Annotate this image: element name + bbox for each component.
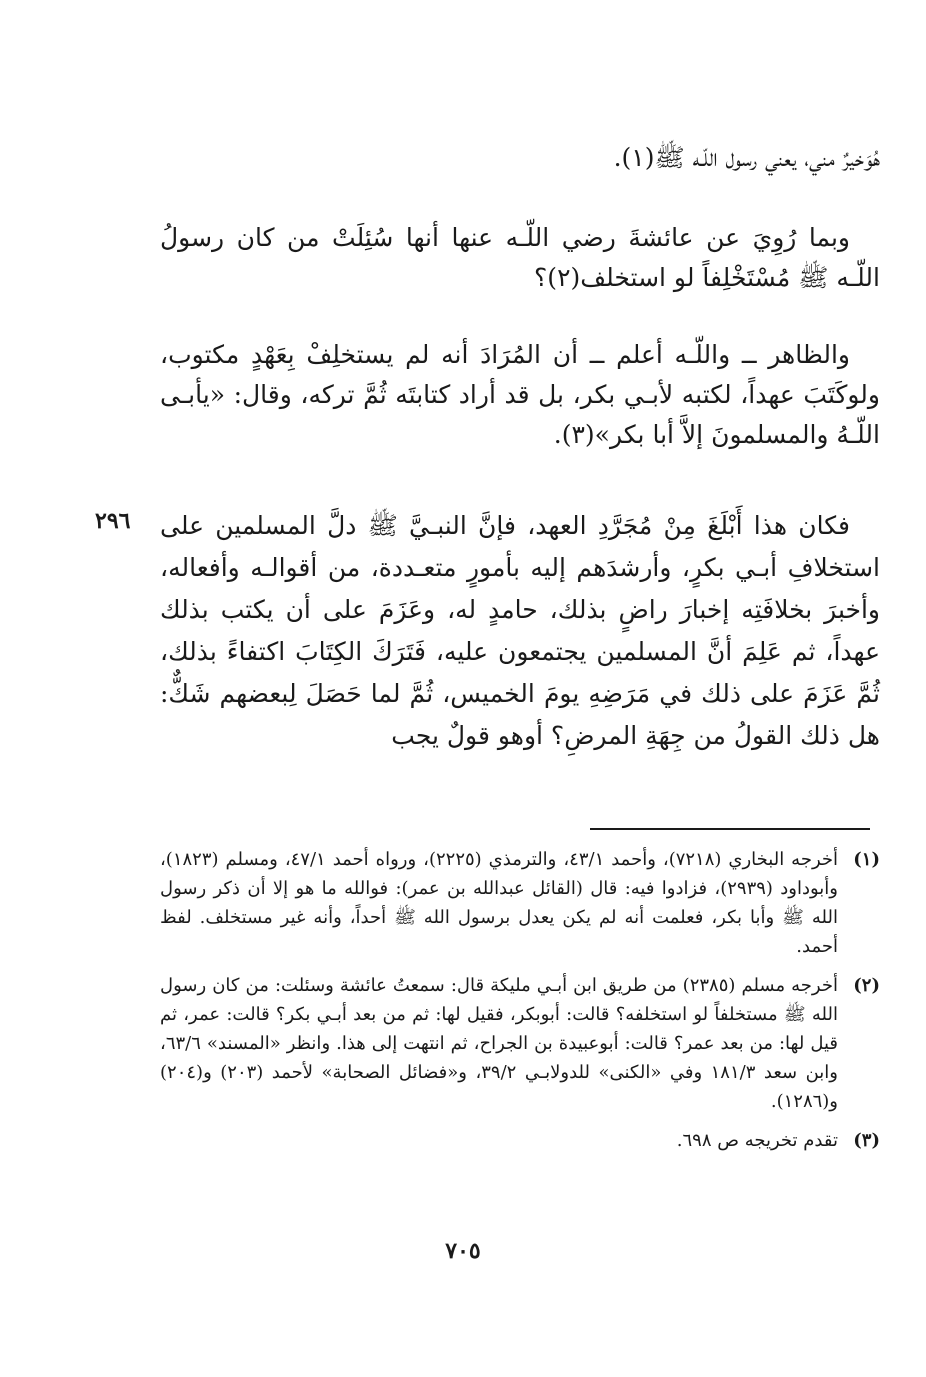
footnote-text: أخرجه مسلم (٢٣٨٥) من طريق ابن أبـي مليكة قال: سمعتُ عائشة وسئلت: من كان رسول الله ﷺ مستخلفاً لو استخلفه؟ قالت: أبوبكر، فقيل لها: ثم من بعد أبـي بكر؟ قالت: عمر، ثم قيل لها: من بعد عمر؟ قالت: أبوعبيدة بن الجراح، ثم انتهت إلى هذا. وانظر «المسند» ٦٣/٦، وابن سعد ١٨١/٣ وفي «الكنى» للدولابـي ٣٩/٢، و«فضائل الصحابة» لأحمد (٢٠٣) و(٢٠٤) و(١٢٨٦). xyxy=(160,975,838,1112)
paragraph-4 xyxy=(160,505,880,757)
paragraph-1 xyxy=(160,138,880,178)
footnote-2 xyxy=(160,971,880,1116)
footnote-separator xyxy=(590,828,870,830)
paragraph-3 xyxy=(160,335,880,455)
paragraph-text: والظاهر ــ واللّـه أعلم ــ أن المُرَادَ أنه لم يستخلِفْ بِعَهْدٍ مكتوب، ولوكَتَبَ عهداً، لكتبه لأبـي بكر، بل قد أراد كتابتَه ثُمَّ تركه، وقال: «يأبـى اللّـهُ والمسلمونَ إلاَّ أبا بكر»(٣). xyxy=(160,340,880,449)
footnotes xyxy=(160,845,880,1165)
paragraph-text: هُوَخيرٌ مني، يعني رسول اللّـه ﷺ(١). xyxy=(613,143,880,172)
paragraph-text: وبما رُوِيَ عن عائشةَ رضي اللّـه عنها أنها سُئِلَتْ من كان رسولُ اللّـه ﷺ مُسْتَخْلِفاً لو استخلف(٢)؟ xyxy=(160,223,880,292)
footnote-1 xyxy=(160,845,880,961)
page-number: ٧٠٥ xyxy=(445,1238,481,1264)
footnote-marker: (٢) xyxy=(853,975,880,996)
footnote-text: أخرجه البخاري (٧٢١٨)، وأحمد ٤٣/١، والترمذي (٢٢٢٥)، ورواه أحمد ٤٧/١، ومسلم (١٨٢٣)، وأبوداود (٢٩٣٩)، فزادوا فيه: قال (القائل عبدالله بن عمر): فوالله ما هو إلا أن ذكر رسول الله ﷺ وأبا بكر، فعلمت أنه لم يكن يعدل برسول الله ﷺ أحداً، وأنه غير مستخلف. لفظ أحمد. xyxy=(160,849,839,957)
paragraph-text: فكان هذا أَبْلَغَ مِنْ مُجَرَّدِ العهد، فإنَّ النبـيَّ ﷺ دلَّ المسلمين على استخلافِ أبـي بكرٍ، وأرشدَهم إليه بأمورٍ متعـددة، من أقوالـه وأفعاله، وأخبرَ بخلافَتِه إخبارَ راضٍ بذلك، حامدٍ له، وعَزَمَ على أن يكتب بذلك عهداً، ثم عَلِمَ أنَّ المسلمين يجتمعون عليه، فَتَرَكَ الكِتَابَ اكتفاءً بذلك، ثُمَّ عَزَمَ على ذلك في مَرَضِهِ يومَ الخميس، ثُمَّ لما حَصَلَ لِبعضهم شَكٌّ: هل ذلك القولُ من جِهَةِ المرضِ؟ أوهو قولٌ يجب xyxy=(160,511,880,750)
margin-reference-number: ٢٩٦ xyxy=(95,508,131,534)
footnote-3 xyxy=(160,1126,880,1155)
paragraph-2 xyxy=(160,218,880,298)
footnote-marker: (١) xyxy=(853,849,880,870)
footnote-text: تقدم تخريجه ص ٦٩٨. xyxy=(676,1130,838,1151)
footnote-marker: (٣) xyxy=(853,1130,880,1151)
